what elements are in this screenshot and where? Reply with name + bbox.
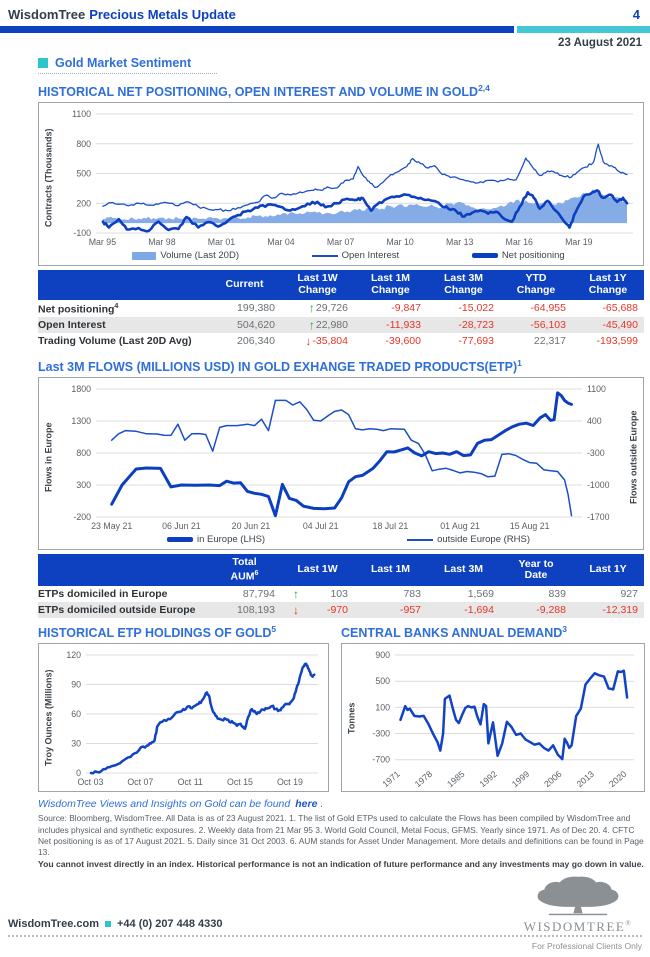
legend-item-net-positioning bbox=[472, 250, 565, 261]
chart1-title-footnote: 2,4 bbox=[478, 83, 490, 93]
legend-item-volume bbox=[132, 250, 239, 261]
chart1-canvas bbox=[56, 106, 641, 249]
svg-text:-300: -300 bbox=[587, 448, 605, 459]
header-last-1w: Last 1W Change bbox=[281, 270, 354, 300]
table-cell bbox=[572, 317, 644, 333]
svg-text:Mar 98: Mar 98 bbox=[148, 237, 176, 248]
cell-value: 103 bbox=[330, 588, 348, 601]
header-last-1m: Last 1M Change bbox=[354, 270, 427, 300]
svg-text:-1700: -1700 bbox=[587, 512, 610, 523]
table-cell bbox=[354, 602, 427, 618]
cell-value: 87,794 bbox=[242, 588, 275, 601]
svg-text:Oct 03: Oct 03 bbox=[77, 777, 104, 788]
cell-value: -39,600 bbox=[385, 335, 421, 348]
svg-text:60: 60 bbox=[71, 709, 81, 720]
table-cell bbox=[281, 586, 354, 602]
insights-suffix: . bbox=[320, 798, 324, 811]
legend-label: Open Interest bbox=[341, 250, 400, 262]
chart3-ylabel: Troy Ounces (Millions) bbox=[43, 670, 54, 767]
header-last-1m: Last 1M bbox=[354, 554, 427, 586]
wisdomtree-logo bbox=[516, 876, 640, 935]
table-cell bbox=[281, 300, 354, 318]
svg-text:300: 300 bbox=[76, 480, 91, 491]
svg-text:500: 500 bbox=[375, 676, 390, 687]
header-last-1w: Last 1W bbox=[281, 554, 354, 586]
svg-text:-100: -100 bbox=[73, 228, 91, 239]
svg-text:400: 400 bbox=[587, 416, 602, 427]
header-last-3m: Last 3M bbox=[427, 554, 500, 586]
chart2-legend bbox=[41, 533, 641, 547]
header-blank bbox=[38, 270, 208, 300]
legend-item-outside-europe bbox=[407, 534, 530, 545]
chart2-title-text: Last 3M FLOWS (MILLIONS USD) IN GOLD EXHANGE TRADED PRODUCTS(ETP) bbox=[38, 360, 518, 375]
table-cell bbox=[354, 300, 427, 318]
table-row bbox=[38, 586, 644, 602]
svg-text:1100: 1100 bbox=[72, 109, 91, 120]
svg-text:-200: -200 bbox=[73, 512, 91, 523]
header-last-1y: Last 1Y Change bbox=[572, 270, 644, 300]
document-title: Precious Metals Update bbox=[89, 7, 236, 22]
cell-value: 199,380 bbox=[237, 302, 275, 315]
cell-value: 22,980 bbox=[315, 319, 348, 332]
arrow-down-icon: ↓ bbox=[293, 603, 299, 618]
chart3-title-text: HISTORICAL ETP HOLDINGS OF GOLD bbox=[38, 626, 272, 641]
svg-text:1978: 1978 bbox=[412, 769, 435, 790]
footer-divider bbox=[8, 935, 642, 937]
svg-text:23 May 21: 23 May 21 bbox=[91, 521, 133, 532]
table-cell bbox=[281, 602, 354, 618]
cell-value: -9,288 bbox=[536, 604, 566, 617]
table-cell bbox=[572, 602, 644, 618]
chart4-title-text: CENTRAL BANKS ANNUAL DEMAND bbox=[341, 626, 563, 641]
insights-text: WisdomTree Views and Insights on Gold can be found bbox=[38, 798, 291, 811]
chart2-canvas bbox=[56, 381, 626, 533]
table-cell bbox=[208, 317, 281, 333]
chart2-ylabel-right: Flows outside Europe bbox=[628, 410, 639, 505]
footer-bullet-icon bbox=[105, 921, 111, 927]
cell-value: -9,847 bbox=[391, 302, 421, 315]
table-cell bbox=[354, 586, 427, 602]
legend-label: outside Europe (RHS) bbox=[437, 534, 531, 546]
cell-value: -1,694 bbox=[464, 604, 494, 617]
svg-text:1985: 1985 bbox=[445, 769, 467, 790]
header-last-1y: Last 1Y bbox=[572, 554, 644, 586]
chart1-title bbox=[38, 83, 644, 99]
cell-value: -56,103 bbox=[530, 319, 566, 332]
chart4-ylabel: Tonnes bbox=[346, 702, 357, 735]
svg-text:Mar 10: Mar 10 bbox=[386, 237, 414, 248]
svg-text:2013: 2013 bbox=[574, 769, 596, 790]
svg-text:04 Jul 21: 04 Jul 21 bbox=[302, 521, 339, 532]
phone-number: +44 (0) 207 448 4330 bbox=[116, 918, 223, 930]
section-heading bbox=[38, 56, 217, 74]
net-positioning-line-icon bbox=[472, 253, 498, 258]
chart1-legend bbox=[41, 249, 641, 263]
table-row bbox=[38, 602, 644, 618]
svg-text:Mar 01: Mar 01 bbox=[207, 237, 236, 248]
svg-text:1300: 1300 bbox=[71, 416, 91, 427]
cell-value: 839 bbox=[548, 588, 566, 601]
chart1-title-text: HISTORICAL NET POSITIONING, OPEN INTEREST AND VOLUME IN GOLD bbox=[38, 85, 479, 100]
table-cell bbox=[208, 300, 281, 318]
logo-text: WISDOMTREE® bbox=[523, 919, 633, 934]
svg-text:06 Jun 21: 06 Jun 21 bbox=[162, 521, 201, 532]
svg-text:500: 500 bbox=[76, 168, 91, 179]
svg-text:Oct 15: Oct 15 bbox=[227, 777, 253, 788]
bottom-charts bbox=[38, 624, 644, 792]
cell-value: 206,340 bbox=[237, 335, 275, 348]
svg-text:1971: 1971 bbox=[380, 769, 402, 790]
section-bullet-icon bbox=[38, 58, 48, 68]
cell-value: -65,688 bbox=[602, 302, 638, 315]
svg-text:-700: -700 bbox=[372, 755, 390, 766]
table-cell bbox=[427, 317, 500, 333]
svg-text:1992: 1992 bbox=[477, 769, 499, 790]
svg-text:900: 900 bbox=[375, 650, 390, 661]
svg-text:Mar 07: Mar 07 bbox=[326, 237, 355, 248]
header-current: Current bbox=[208, 270, 281, 300]
chart4-column bbox=[341, 624, 645, 792]
cell-value: -11,933 bbox=[386, 319, 421, 332]
header-bar-blue bbox=[0, 26, 514, 33]
row-label: Net positioning$^4$ bbox=[38, 301, 119, 316]
cell-value: -45,490 bbox=[602, 319, 638, 332]
table-cell bbox=[572, 586, 644, 602]
legend-label: Net positioning bbox=[501, 250, 565, 262]
header-bar bbox=[0, 26, 650, 33]
legend-label: Volume (Last 20D) bbox=[160, 250, 239, 262]
svg-text:20 Jun 21: 20 Jun 21 bbox=[231, 521, 271, 532]
chart3-canvas bbox=[56, 647, 326, 789]
table-row bbox=[38, 300, 644, 318]
header-year-to-date: Year to Date bbox=[500, 554, 572, 586]
svg-text:30: 30 bbox=[71, 738, 81, 749]
table-cell bbox=[208, 586, 281, 602]
table-cell bbox=[354, 317, 427, 333]
cell-value: -64,955 bbox=[530, 302, 566, 315]
svg-text:0: 0 bbox=[76, 768, 81, 779]
cell-value: -957 bbox=[399, 604, 421, 617]
website-link[interactable]: WisdomTree.com bbox=[8, 918, 99, 930]
chart4 bbox=[341, 643, 645, 792]
table-cell bbox=[208, 602, 281, 618]
svg-text:Mar 95: Mar 95 bbox=[88, 237, 117, 248]
svg-text:Oct 07: Oct 07 bbox=[127, 777, 154, 788]
volume-swatch-icon bbox=[132, 252, 156, 260]
table-cell bbox=[572, 300, 644, 318]
cell-value: 108,193 bbox=[237, 604, 275, 617]
table-header-row bbox=[38, 554, 644, 586]
positioning-table bbox=[38, 270, 644, 349]
disclaimer: You cannot invest directly in an index. Historical performance is not an indication of future performance and any investments may go down in value. bbox=[38, 858, 644, 869]
row-label: Trading Volume (Last 20D Avg) bbox=[38, 335, 192, 348]
source-note: Source: Bloomberg, WisdomTree. All Data is as of 23 August 2021. 1. The list of Gold ETPs used to calculate the Flows has been compiled by WisdomTree and includes physical and synthetic exposures. 2. Weekly data from 21 Mar 95 3. World Gold Council, Metal Focus, GFMS. Yearly since 1971. As of Dec 20. 4. CFTC Net positioning is as of 17 August 2021. 5. Daily since 31 Oct 2003. 6. AUM stands for Asset Under Management. More details and definitions can be found in Page 13. bbox=[38, 813, 644, 857]
table-cell bbox=[354, 333, 427, 349]
table-cell bbox=[572, 333, 644, 349]
chart4-title-footnote: 3 bbox=[562, 624, 568, 635]
header-total-aum: Total AUM$^6$ bbox=[208, 554, 281, 586]
table-cell bbox=[208, 333, 281, 349]
cell-value: -970 bbox=[326, 604, 348, 617]
row-label: ETPs domiciled outside Europe bbox=[38, 604, 196, 617]
svg-text:-300: -300 bbox=[372, 728, 390, 739]
svg-text:Oct 11: Oct 11 bbox=[177, 777, 203, 788]
legend-label: in Europe (LHS) bbox=[196, 534, 266, 546]
cell-value: -35,804 bbox=[312, 335, 348, 348]
arrow-up-icon: ↑ bbox=[308, 301, 315, 316]
svg-text:15 Aug 21: 15 Aug 21 bbox=[509, 521, 550, 532]
cell-value: 783 bbox=[403, 588, 421, 601]
table-cell bbox=[281, 317, 354, 333]
tree-icon bbox=[532, 876, 624, 916]
svg-text:200: 200 bbox=[76, 198, 91, 209]
chart3-title-footnote: 5 bbox=[271, 624, 277, 635]
svg-text:1999: 1999 bbox=[509, 769, 532, 790]
open-interest-line-icon bbox=[312, 255, 338, 257]
header-bar-teal bbox=[517, 26, 650, 33]
svg-text:1100: 1100 bbox=[587, 384, 606, 395]
table-cell bbox=[427, 333, 500, 349]
table-cell bbox=[427, 300, 500, 318]
header bbox=[0, 0, 650, 26]
cell-value: 504,620 bbox=[237, 319, 275, 332]
legend-item-open-interest bbox=[312, 250, 400, 261]
svg-text:Mar 04: Mar 04 bbox=[267, 237, 295, 248]
svg-text:800: 800 bbox=[76, 138, 91, 149]
svg-text:Oct 19: Oct 19 bbox=[276, 777, 303, 788]
section-title: Gold Market Sentiment bbox=[55, 56, 192, 70]
page-footer bbox=[0, 918, 650, 951]
cell-value: 29,726 bbox=[315, 302, 348, 315]
professional-clients-note: For Professional Clients Only bbox=[531, 941, 642, 951]
in-europe-line-icon bbox=[167, 537, 193, 542]
arrow-up-icon: ↑ bbox=[308, 318, 315, 333]
svg-text:01 Aug 21: 01 Aug 21 bbox=[440, 521, 480, 532]
page-number: 4 bbox=[632, 7, 640, 22]
table-cell bbox=[500, 300, 572, 318]
chart4-canvas bbox=[359, 647, 642, 789]
table-cell bbox=[427, 586, 500, 602]
report-date: 23 August 2021 bbox=[558, 37, 642, 49]
svg-text:800: 800 bbox=[76, 448, 91, 459]
chart2 bbox=[38, 377, 644, 550]
chart4-title bbox=[341, 624, 645, 640]
svg-text:Mar 19: Mar 19 bbox=[565, 237, 593, 248]
table-cell bbox=[500, 586, 572, 602]
header-blank bbox=[38, 554, 208, 586]
svg-text:2020: 2020 bbox=[606, 769, 629, 790]
svg-text:-1000: -1000 bbox=[587, 480, 610, 491]
chart1-ylabel: Contracts (Thousands) bbox=[43, 128, 54, 227]
content bbox=[38, 49, 644, 870]
cell-value: -193,599 bbox=[596, 335, 638, 348]
cell-value: 1,569 bbox=[467, 588, 494, 601]
cell-value: 927 bbox=[620, 588, 638, 601]
table-cell bbox=[500, 333, 572, 349]
table-row bbox=[38, 333, 644, 349]
table-cell bbox=[427, 602, 500, 618]
table-row bbox=[38, 317, 644, 333]
header-last-3m: Last 3M Change bbox=[427, 270, 500, 300]
brand-name: WisdomTree bbox=[8, 7, 86, 22]
table-cell bbox=[281, 333, 354, 349]
arrow-down-icon: ↓ bbox=[305, 334, 312, 349]
svg-text:120: 120 bbox=[66, 650, 81, 661]
svg-text:18 Jul 21: 18 Jul 21 bbox=[372, 521, 409, 532]
brand-title bbox=[8, 7, 236, 22]
svg-text:100: 100 bbox=[375, 702, 390, 713]
chart1 bbox=[38, 102, 644, 266]
cell-value: -28,723 bbox=[458, 319, 494, 332]
table-cell bbox=[500, 317, 572, 333]
cell-value: -15,022 bbox=[458, 302, 494, 315]
row-label: ETPs domiciled in Europe bbox=[38, 588, 168, 601]
table-header-row bbox=[38, 270, 644, 300]
chart2-title-footnote: 1 bbox=[517, 358, 522, 369]
chart2-ylabel-left: Flows in Europe bbox=[43, 422, 54, 493]
outside-europe-line-icon bbox=[407, 539, 433, 541]
cell-value: 22,317 bbox=[533, 335, 566, 348]
svg-text:2006: 2006 bbox=[542, 769, 564, 790]
table-cell bbox=[500, 602, 572, 618]
cell-value: -77,693 bbox=[458, 335, 494, 348]
insights-line bbox=[38, 798, 644, 810]
svg-text:Mar 13: Mar 13 bbox=[446, 237, 474, 248]
svg-text:90: 90 bbox=[71, 679, 81, 690]
cell-value: -12,319 bbox=[602, 604, 638, 617]
svg-text:1800: 1800 bbox=[71, 384, 91, 395]
legend-item-in-europe bbox=[167, 534, 265, 545]
svg-text:Mar 16: Mar 16 bbox=[505, 237, 533, 248]
chart2-title bbox=[38, 358, 644, 374]
chart3-title bbox=[38, 624, 329, 640]
arrow-up-icon: ↑ bbox=[293, 587, 299, 602]
chart3 bbox=[38, 643, 329, 792]
here-link[interactable]: here bbox=[295, 798, 318, 811]
header-ytd: YTD Change bbox=[500, 270, 572, 300]
etp-flows-table bbox=[38, 554, 644, 618]
chart3-column bbox=[38, 624, 329, 792]
row-label: Open Interest bbox=[38, 319, 106, 332]
